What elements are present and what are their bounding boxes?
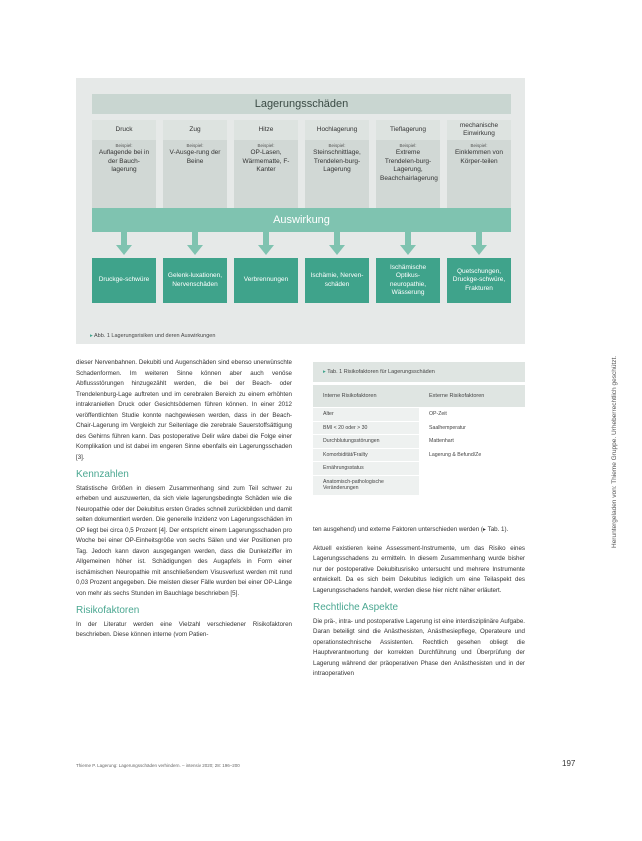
table-cell: Alter <box>313 407 419 421</box>
table-cell <box>419 461 525 475</box>
table-header-external: Externe Risikofaktoren <box>429 393 485 399</box>
beispiel-label: Beispiel: <box>257 143 275 148</box>
figure-column-hochlagerung <box>305 120 369 220</box>
beispiel-label: Beispiel: <box>186 143 204 148</box>
arrow-down-icon <box>405 232 411 246</box>
column-example: Steinschnittlage, Trendelen-burg-Lagerung <box>313 149 361 173</box>
beispiel-label: Beispiel: <box>399 143 417 148</box>
paragraph: dieser Nervenbahnen. Dekubiti und Augenschäden sind ebenso unerwünschte Schadenformen. Im weiteren Sinne können aber auch venöse Abflussstörungen hinzugezählt werden, die bei der Beach- oder Trendelenburg-Lage auftreten und im cerebralen Bereich zu einem erhöhten intrakraniellen Druck oder Gesichtsödemen führen können. In einer 2012 veröffentlichten Studie konnte nachgewiesen werden, dass in der Beach-Chair-Lagerung im Vergleich zur Seitenlage die zerebrale Sauerstoffsättigung des Gehirns führen kann. Das postoperative Delir wäre dabei die Folge einer Komplikation und ist dabei im engeren Sinne ebenfalls ein Lagerungsschaden [3]. <box>76 359 292 461</box>
table-row <box>313 407 525 421</box>
figure-header: Lagerungsschäden <box>92 94 511 114</box>
table-row <box>313 421 525 435</box>
beispiel-label: Beispiel: <box>470 143 488 148</box>
section-heading-kennzahlen: Kennzahlen <box>76 469 129 480</box>
arrow-down-icon <box>121 232 127 246</box>
column-title: Hochlagerung <box>305 120 369 140</box>
figure-column-tieflagerung <box>376 120 440 220</box>
result-box: Druckge-schwüre <box>92 258 156 303</box>
risk-factor-table <box>313 362 525 506</box>
table-cell: Komorbidität/Frailty <box>313 448 419 462</box>
paragraph: ten ausgehend) und externe Faktoren unterschieden werden (▸ Tab. 1). <box>313 526 509 533</box>
figure-column-zug <box>163 120 227 220</box>
table-cell: BMI < 20 oder > 30 <box>313 421 419 435</box>
auswirkung-bar: Auswirkung <box>92 208 511 232</box>
arrow-down-icon <box>263 232 269 246</box>
column-title: Druck <box>92 120 156 140</box>
arrow-head-icon <box>187 245 203 255</box>
column-example: OP-Lasen, Wärmematte, F-Kanter <box>242 149 290 173</box>
side-copyright-text: Heruntergeladen von: Thieme Gruppe. Urheberrechtlich geschützt. <box>611 355 618 548</box>
section-heading-rechtliche-aspekte: Rechtliche Aspekte <box>313 602 399 613</box>
table-cell: Durchblutungsstörungen <box>313 434 419 448</box>
result-box: Ischämische Optikus-neuropathie, Wässerung <box>376 258 440 303</box>
table-cell: Anatomisch-pathologische Veränderungen <box>313 475 419 495</box>
table-cell <box>419 475 525 495</box>
table-row <box>313 448 525 462</box>
arrow-head-icon <box>329 245 345 255</box>
arrow-head-icon <box>400 245 416 255</box>
figure-column-druck <box>92 120 156 220</box>
beispiel-label: Beispiel: <box>115 143 133 148</box>
result-box: Quetschungen, Druckge-schwüre, Frakturen <box>447 258 511 303</box>
arrow-down-icon <box>192 232 198 246</box>
column-title: mechanische Einwirkung <box>447 120 511 140</box>
column-example: Extreme Trendelen-burg-Lagerung, Beachchairlagerung <box>380 149 438 182</box>
table-row <box>313 475 525 495</box>
table-caption-text: Tab. 1 Risikofaktoren für Lagerungsschäden <box>327 369 435 375</box>
result-box: Ischämie, Nerven-schäden <box>305 258 369 303</box>
table-cell: OP-Zeit <box>419 407 525 421</box>
column-example: Auflagende bei in der Bauch-lagerung <box>98 149 150 173</box>
table-cell: Lagerung & Befund/Ze <box>419 448 525 462</box>
caption-arrow-icon: ▸ <box>323 369 326 375</box>
arrow-down-icon <box>334 232 340 246</box>
paragraph: In der Literatur werden eine Vielzahl verschiedener Risikofaktoren beschrieben. Diese können interne (vom Patien- <box>76 620 292 638</box>
column-example: V-Ausge-rung der Beine <box>169 149 221 165</box>
section-heading-risikofaktoren: Risikofaktoren <box>76 605 140 616</box>
table-header-row <box>313 385 525 407</box>
caption-arrow-icon: ▸ <box>90 333 93 339</box>
footer-citation: Thieme P. Lagerung: Lagerungsschäden verhindern. – intensiv 2020; 28: 196–200 <box>76 763 240 768</box>
column-title: Tieflagerung <box>376 120 440 140</box>
result-box: Verbrennungen <box>234 258 298 303</box>
paragraph: Die prä-, intra- und postoperative Lagerung ist eine interdisziplinäre Aufgabe. Daran beteiligt sind die Anästhesisten, Anästhesiepflege, Operateure und operationstechnische Assistenten. Rechtlich gesehen obliegt die Hauptverantwortung der korrekten Durchführung und Überprüfung der Lagerung während der präoperativen Phase den Anästhesisten und in der intraoperativen <box>313 617 525 677</box>
left-column <box>76 358 292 641</box>
table-row <box>313 461 525 475</box>
table-caption <box>313 362 525 382</box>
column-title: Zug <box>163 120 227 140</box>
page-number: 197 <box>562 759 576 768</box>
figure-caption <box>76 328 525 344</box>
table-cell: Mattenhart <box>419 434 525 448</box>
paragraph: Aktuell existieren keine Assessment-Instrumente, um das Risiko eines Lagerungsschadens zu ermitteln. In diesem Zusammenhang wurde bisher nur der postoperative Dekubitusrisiko untersucht und mehrere Instrumente entwickelt. Da es sich beim Dekubitus lediglich um eine Teilaspekt des Lagerungsschadens handelt, werden diese hier nicht näher erläutert. <box>313 544 525 594</box>
arrow-head-icon <box>258 245 274 255</box>
paragraph: Statistische Größen in diesem Zusammenhang sind zum Teil schwer zu erheben und auszuwerten, da sich viele lagerungsbedingte Schäden wie die Neuropathie oder der Dekubitus ersten Grades schnell zurückbilden und damit selten dokumentiert werden. Die generelle Inzidenz von Lagerungsschäden im OP liegt bei circa 0,5 Prozent [4]. Der entspricht einem Lagerungsschaden pro Woche bei einer OP-Einheitsgröße von sechs Sälen und vier Positionen pro Tag. Jedoch kann davon ausgegangen werden, dass die Dunkelziffer im Allgemeinen höher ist. Schädigungen des Augapfels in Form einer ischämischen Neuropathie mit anschließendem Visusverlust werden mit rund 0,03 Prozent angegeben. Die meisten dieser Fälle wurden bei einer OP-Länge von mehr als sechs Stunden im Bauchlage beschrieben [5]. <box>76 484 292 597</box>
table-header-internal: Interne Risikofaktoren <box>323 393 377 399</box>
table-cell: Ernährungsstatus <box>313 461 419 475</box>
side-copyright <box>611 278 623 548</box>
arrow-down-icon <box>476 232 482 246</box>
figure-lagerungsschaeden <box>76 78 525 344</box>
table-row <box>313 434 525 448</box>
figure-column-hitze <box>234 120 298 220</box>
figure-caption-text: Abb. 1 Lagerungsrisiken und deren Auswirkungen <box>94 333 216 339</box>
table-cell: Saalhemperatur <box>419 421 525 435</box>
figure-column-mechanische-einwirkung <box>447 120 511 220</box>
column-title: Hitze <box>234 120 298 140</box>
arrow-head-icon <box>471 245 487 255</box>
beispiel-label: Beispiel: <box>328 143 346 148</box>
right-column <box>313 525 525 680</box>
arrow-head-icon <box>116 245 132 255</box>
result-box: Gelenk-luxationen, Nervenschäden <box>163 258 227 303</box>
column-example: Einklemmen von Körper-teilen <box>454 149 504 165</box>
